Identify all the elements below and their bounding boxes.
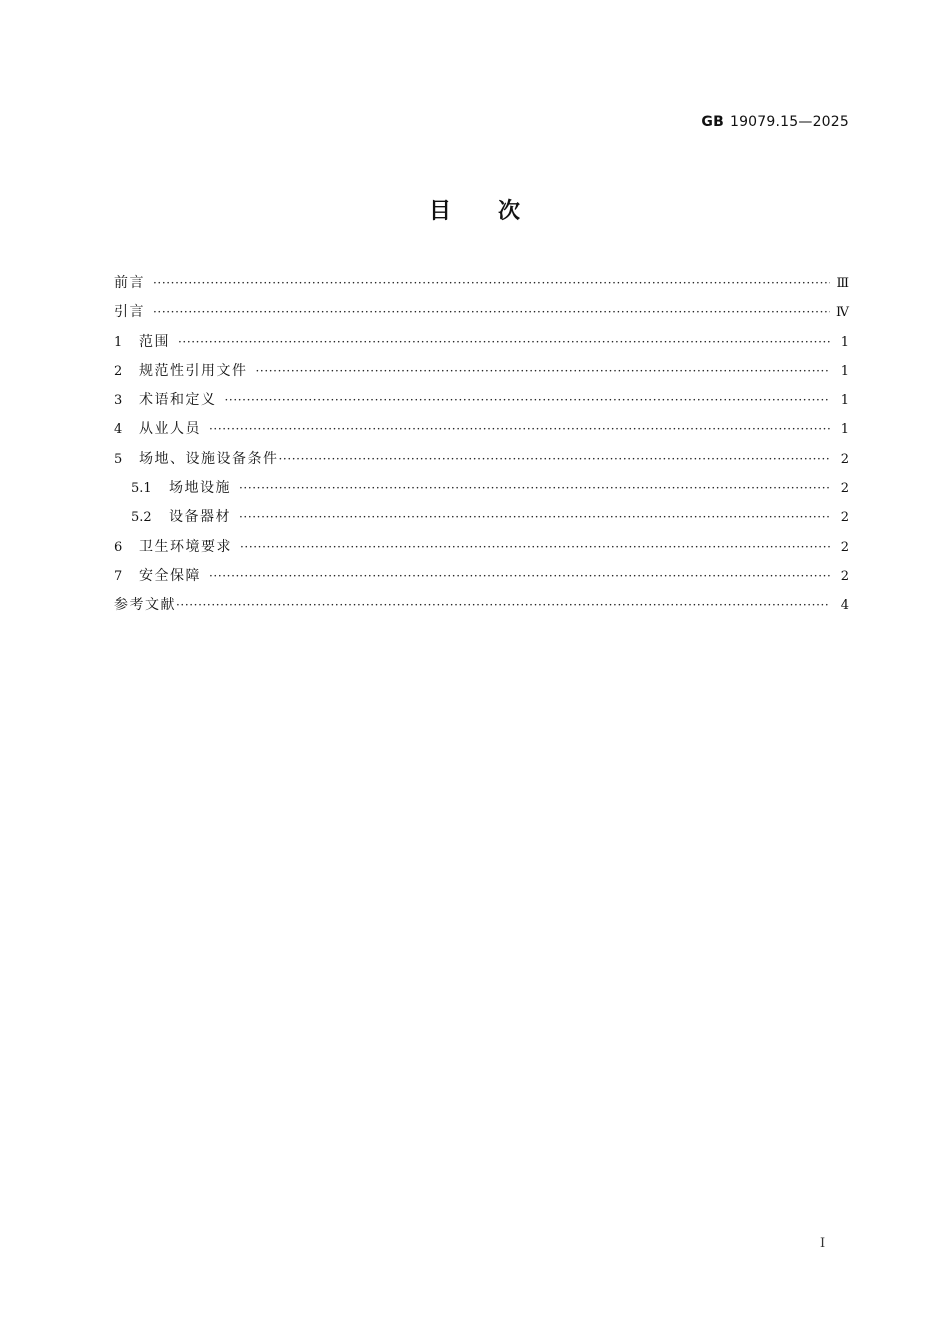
toc-entry-label: 安全保障 (139, 567, 201, 584)
toc-entry-number: 5.1 (131, 481, 152, 497)
toc-leader-dots (239, 506, 830, 528)
toc-entry-label: 前言 (114, 275, 145, 291)
toc-entry-label: 卫生环境要求 (139, 538, 232, 555)
toc-entry-label: 场地、设施设备条件 (139, 450, 279, 467)
toc-entry-site-facilities[interactable] (114, 448, 849, 477)
toc-entry-site-facility[interactable] (114, 477, 849, 506)
toc-entry-number: 4 (114, 422, 123, 438)
toc-entry-label: 设备器材 (169, 509, 231, 526)
toc-entry-safety[interactable] (114, 565, 849, 594)
toc-entry-label: 引言 (114, 304, 145, 321)
standard-number-header (701, 114, 849, 130)
toc-leader-dots (240, 536, 830, 558)
toc-entry-terms-definitions[interactable] (114, 389, 849, 418)
toc-leader-dots (279, 448, 831, 470)
toc-entry-label: 从业人员 (139, 421, 201, 438)
toc-entry-page: 1 (840, 422, 849, 438)
toc-entry-label: 规范性引用文件 (139, 362, 248, 379)
toc-entry-page: Ⅲ (836, 276, 849, 291)
toc-leader-dots (239, 477, 830, 499)
toc-leader-dots (153, 272, 830, 294)
toc-leader-dots (176, 594, 830, 616)
toc-entry-page: 2 (840, 510, 849, 526)
toc-leader-dots (178, 331, 830, 353)
toc-entry-equipment[interactable] (114, 506, 849, 535)
page-title: 目 次 (428, 199, 521, 224)
toc-entry-number: 7 (114, 568, 123, 584)
toc-entry-page: 1 (840, 363, 849, 379)
toc-entry-page: 1 (840, 334, 849, 350)
toc-entry-number: 3 (114, 393, 123, 409)
toc-entry-introduction[interactable] (114, 301, 849, 330)
toc-leader-dots (209, 565, 830, 587)
toc-entry-number: 1 (114, 334, 123, 350)
toc-entry-page: 1 (840, 393, 849, 409)
toc-entry-page: Ⅳ (836, 305, 849, 321)
toc-entry-number: 6 (114, 539, 123, 555)
toc-entry-page: 2 (840, 481, 849, 497)
toc-entry-scope[interactable] (114, 331, 849, 360)
toc-entry-foreword[interactable] (114, 272, 849, 301)
toc-leader-dots (225, 389, 831, 411)
toc-entry-label: 参考文献 (114, 597, 176, 614)
toc-leader-dots (153, 301, 830, 323)
toc-entry-bibliography[interactable] (114, 594, 849, 623)
toc-entry-label: 术语和定义 (139, 392, 217, 409)
toc-entry-personnel[interactable] (114, 418, 849, 447)
standard-prefix: GB (701, 114, 724, 130)
standard-code: 19079.15—2025 (729, 114, 849, 130)
page-number: I (820, 1236, 826, 1251)
toc-entry-page: 4 (840, 598, 849, 614)
toc-entry-label: 范围 (139, 333, 170, 350)
toc-entry-page: 2 (840, 451, 849, 467)
toc-leader-dots (256, 360, 831, 382)
toc-entry-hygiene[interactable] (114, 536, 849, 565)
toc-entry-page: 2 (840, 568, 849, 584)
toc-entry-normative-references[interactable] (114, 360, 849, 389)
toc-entry-page: 2 (840, 539, 849, 555)
toc-entry-number: 2 (114, 363, 123, 379)
toc-entry-label: 场地设施 (169, 480, 231, 497)
toc-entry-number: 5.2 (131, 510, 152, 526)
toc-leader-dots (209, 418, 830, 440)
table-of-contents (114, 272, 849, 624)
toc-entry-number: 5 (114, 451, 123, 467)
